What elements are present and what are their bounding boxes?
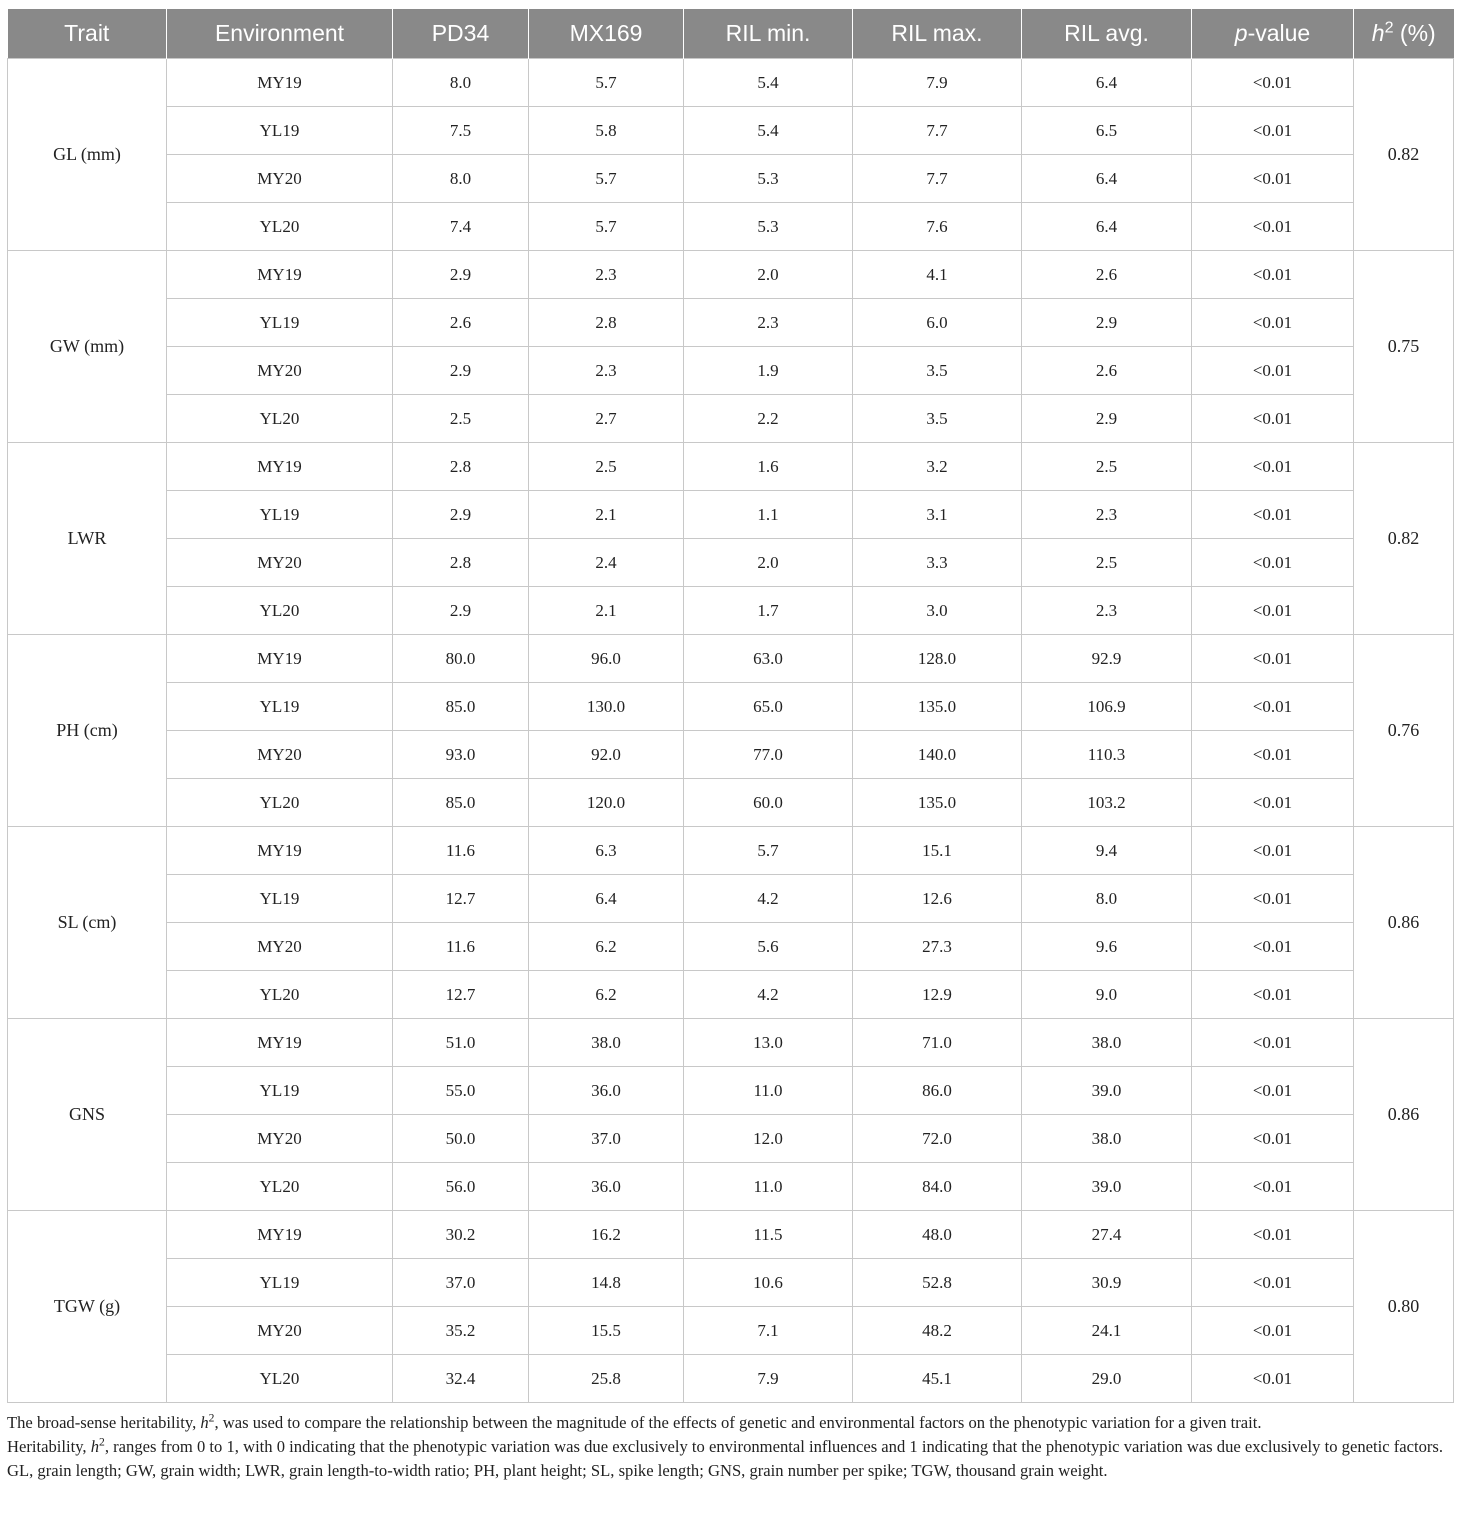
cell-trait: PH (cm) — [8, 635, 167, 827]
cell-mx169: 6.4 — [529, 875, 684, 923]
table-row — [8, 923, 1454, 971]
cell-trait: LWR — [8, 443, 167, 635]
cell-pd34: 11.6 — [393, 923, 529, 971]
cell-ril-min: 5.4 — [684, 59, 853, 107]
cell-ril-max: 3.5 — [853, 347, 1022, 395]
cell-mx169: 2.3 — [529, 347, 684, 395]
cell-p-value: <0.01 — [1192, 1019, 1354, 1067]
document — [7, 9, 1453, 1483]
cell-ril-avg: 24.1 — [1022, 1307, 1192, 1355]
cell-ril-max: 128.0 — [853, 635, 1022, 683]
cell-ril-min: 11.0 — [684, 1163, 853, 1211]
cell-ril-min: 5.4 — [684, 107, 853, 155]
cell-ril-min: 11.0 — [684, 1067, 853, 1115]
table-row — [8, 587, 1454, 635]
cell-ril-avg: 6.5 — [1022, 107, 1192, 155]
cell-mx169: 130.0 — [529, 683, 684, 731]
cell-ril-max: 6.0 — [853, 299, 1022, 347]
cell-pd34: 8.0 — [393, 155, 529, 203]
cell-mx169: 2.5 — [529, 443, 684, 491]
cell-mx169: 5.7 — [529, 155, 684, 203]
cell-ril-max: 3.1 — [853, 491, 1022, 539]
cell-pd34: 85.0 — [393, 779, 529, 827]
cell-pd34: 2.9 — [393, 491, 529, 539]
cell-environment: YL20 — [167, 395, 393, 443]
footnote1-text-b: , was used to compare the relationship between the magnitude of the effects of genetic and environmental factors on the phenotypic variation for a given trait. — [214, 1413, 1262, 1432]
table-row — [8, 251, 1454, 299]
cell-ril-avg: 2.6 — [1022, 251, 1192, 299]
header-ril-max: RIL max. — [853, 9, 1022, 59]
cell-mx169: 38.0 — [529, 1019, 684, 1067]
table-row — [8, 635, 1454, 683]
cell-ril-min: 4.2 — [684, 971, 853, 1019]
cell-p-value: <0.01 — [1192, 971, 1354, 1019]
cell-environment: MY20 — [167, 1115, 393, 1163]
cell-ril-max: 3.0 — [853, 587, 1022, 635]
cell-ril-avg: 2.3 — [1022, 491, 1192, 539]
cell-ril-max: 45.1 — [853, 1355, 1022, 1403]
cell-mx169: 92.0 — [529, 731, 684, 779]
table-row — [8, 1067, 1454, 1115]
cell-ril-max: 84.0 — [853, 1163, 1022, 1211]
cell-environment: YL19 — [167, 683, 393, 731]
cell-ril-avg: 38.0 — [1022, 1019, 1192, 1067]
cell-mx169: 6.2 — [529, 971, 684, 1019]
header-mx169: MX169 — [529, 9, 684, 59]
footnote1-sup: 2 — [208, 1411, 215, 1425]
header-ril-avg: RIL avg. — [1022, 9, 1192, 59]
cell-ril-max: 15.1 — [853, 827, 1022, 875]
cell-heritability: 0.82 — [1354, 59, 1454, 251]
cell-pd34: 2.6 — [393, 299, 529, 347]
cell-ril-max: 86.0 — [853, 1067, 1022, 1115]
footnote-heritability-definition — [7, 1411, 1453, 1435]
cell-mx169: 5.7 — [529, 59, 684, 107]
table-row — [8, 1211, 1454, 1259]
cell-ril-max: 3.2 — [853, 443, 1022, 491]
table-row — [8, 971, 1454, 1019]
table-row — [8, 779, 1454, 827]
cell-ril-min: 63.0 — [684, 635, 853, 683]
cell-p-value: <0.01 — [1192, 395, 1354, 443]
cell-ril-max: 71.0 — [853, 1019, 1022, 1067]
cell-pd34: 2.9 — [393, 251, 529, 299]
cell-p-value: <0.01 — [1192, 443, 1354, 491]
cell-ril-min: 5.3 — [684, 203, 853, 251]
table-row — [8, 1259, 1454, 1307]
cell-heritability: 0.76 — [1354, 635, 1454, 827]
cell-environment: MY20 — [167, 155, 393, 203]
cell-ril-min: 2.0 — [684, 251, 853, 299]
cell-p-value: <0.01 — [1192, 539, 1354, 587]
cell-mx169: 15.5 — [529, 1307, 684, 1355]
cell-mx169: 96.0 — [529, 635, 684, 683]
cell-environment: YL19 — [167, 875, 393, 923]
cell-ril-min: 2.2 — [684, 395, 853, 443]
footnote2-sup: 2 — [99, 1435, 105, 1449]
table-row — [8, 491, 1454, 539]
cell-p-value: <0.01 — [1192, 107, 1354, 155]
cell-ril-max: 135.0 — [853, 779, 1022, 827]
cell-pd34: 37.0 — [393, 1259, 529, 1307]
cell-environment: MY19 — [167, 443, 393, 491]
cell-pd34: 56.0 — [393, 1163, 529, 1211]
cell-mx169: 2.1 — [529, 491, 684, 539]
cell-ril-min: 13.0 — [684, 1019, 853, 1067]
cell-ril-avg: 2.5 — [1022, 539, 1192, 587]
cell-environment: YL19 — [167, 491, 393, 539]
cell-pd34: 55.0 — [393, 1067, 529, 1115]
cell-pd34: 2.9 — [393, 347, 529, 395]
cell-mx169: 36.0 — [529, 1163, 684, 1211]
cell-pd34: 85.0 — [393, 683, 529, 731]
cell-mx169: 6.2 — [529, 923, 684, 971]
cell-ril-max: 52.8 — [853, 1259, 1022, 1307]
cell-ril-min: 4.2 — [684, 875, 853, 923]
cell-ril-min: 60.0 — [684, 779, 853, 827]
cell-mx169: 2.8 — [529, 299, 684, 347]
cell-ril-avg: 110.3 — [1022, 731, 1192, 779]
cell-p-value: <0.01 — [1192, 299, 1354, 347]
cell-p-value: <0.01 — [1192, 1163, 1354, 1211]
cell-p-value: <0.01 — [1192, 491, 1354, 539]
table-row — [8, 299, 1454, 347]
footnote2-text-a: Heritability, — [7, 1437, 91, 1456]
cell-trait: GL (mm) — [8, 59, 167, 251]
cell-ril-min: 1.9 — [684, 347, 853, 395]
cell-environment: YL20 — [167, 587, 393, 635]
cell-ril-max: 48.0 — [853, 1211, 1022, 1259]
cell-environment: MY19 — [167, 1211, 393, 1259]
cell-ril-max: 12.6 — [853, 875, 1022, 923]
cell-ril-max: 140.0 — [853, 731, 1022, 779]
cell-p-value: <0.01 — [1192, 923, 1354, 971]
header-trait: Trait — [8, 9, 167, 59]
cell-ril-max: 72.0 — [853, 1115, 1022, 1163]
cell-environment: MY19 — [167, 1019, 393, 1067]
cell-ril-avg: 39.0 — [1022, 1067, 1192, 1115]
cell-p-value: <0.01 — [1192, 251, 1354, 299]
cell-pd34: 12.7 — [393, 971, 529, 1019]
cell-environment: YL20 — [167, 1355, 393, 1403]
cell-p-value: <0.01 — [1192, 683, 1354, 731]
table-row — [8, 59, 1454, 107]
header-pd34: PD34 — [393, 9, 529, 59]
cell-p-value: <0.01 — [1192, 875, 1354, 923]
cell-p-value: <0.01 — [1192, 203, 1354, 251]
cell-ril-min: 1.6 — [684, 443, 853, 491]
cell-heritability: 0.86 — [1354, 1019, 1454, 1211]
cell-environment: MY20 — [167, 1307, 393, 1355]
header-p-value — [1192, 9, 1354, 59]
header-row — [8, 9, 1454, 59]
cell-ril-max: 3.5 — [853, 395, 1022, 443]
cell-pd34: 2.8 — [393, 539, 529, 587]
cell-p-value: <0.01 — [1192, 635, 1354, 683]
cell-ril-max: 7.7 — [853, 107, 1022, 155]
cell-environment: YL20 — [167, 971, 393, 1019]
cell-ril-avg: 2.5 — [1022, 443, 1192, 491]
header-p-suffix: -value — [1247, 20, 1311, 46]
cell-pd34: 30.2 — [393, 1211, 529, 1259]
table-row — [8, 539, 1454, 587]
table-body — [8, 59, 1454, 1403]
cell-mx169: 37.0 — [529, 1115, 684, 1163]
footnote-abbreviations: GL, grain length; GW, grain width; LWR, grain length-to-width ratio; PH, plant height; SL, spike length; GNS, grain number per spike; TGW, thousand grain weight. — [7, 1461, 1108, 1480]
table-row — [8, 155, 1454, 203]
cell-mx169: 120.0 — [529, 779, 684, 827]
cell-ril-min: 2.0 — [684, 539, 853, 587]
cell-pd34: 7.4 — [393, 203, 529, 251]
cell-mx169: 36.0 — [529, 1067, 684, 1115]
cell-ril-avg: 2.6 — [1022, 347, 1192, 395]
cell-environment: MY20 — [167, 731, 393, 779]
cell-pd34: 12.7 — [393, 875, 529, 923]
cell-ril-avg: 2.3 — [1022, 587, 1192, 635]
cell-heritability: 0.86 — [1354, 827, 1454, 1019]
cell-pd34: 2.8 — [393, 443, 529, 491]
table-row — [8, 1307, 1454, 1355]
cell-environment: YL19 — [167, 107, 393, 155]
cell-ril-avg: 27.4 — [1022, 1211, 1192, 1259]
cell-ril-avg: 30.9 — [1022, 1259, 1192, 1307]
cell-mx169: 2.4 — [529, 539, 684, 587]
cell-environment: YL19 — [167, 299, 393, 347]
cell-ril-min: 65.0 — [684, 683, 853, 731]
cell-p-value: <0.01 — [1192, 1211, 1354, 1259]
cell-ril-avg: 2.9 — [1022, 299, 1192, 347]
cell-pd34: 2.9 — [393, 587, 529, 635]
cell-ril-max: 48.2 — [853, 1307, 1022, 1355]
cell-p-value: <0.01 — [1192, 587, 1354, 635]
cell-p-value: <0.01 — [1192, 1307, 1354, 1355]
table-row — [8, 1163, 1454, 1211]
cell-ril-avg: 103.2 — [1022, 779, 1192, 827]
table-row — [8, 443, 1454, 491]
header-p-italic: p — [1234, 20, 1248, 46]
cell-ril-avg: 106.9 — [1022, 683, 1192, 731]
table-row — [8, 107, 1454, 155]
header-environment: Environment — [167, 9, 393, 59]
cell-p-value: <0.01 — [1192, 347, 1354, 395]
cell-ril-min: 5.7 — [684, 827, 853, 875]
cell-ril-min: 7.9 — [684, 1355, 853, 1403]
header-ril-min: RIL min. — [684, 9, 853, 59]
cell-p-value: <0.01 — [1192, 1115, 1354, 1163]
cell-p-value: <0.01 — [1192, 1259, 1354, 1307]
cell-heritability: 0.80 — [1354, 1211, 1454, 1403]
cell-ril-max: 3.3 — [853, 539, 1022, 587]
cell-trait: GNS — [8, 1019, 167, 1211]
cell-mx169: 2.7 — [529, 395, 684, 443]
cell-environment: YL19 — [167, 1067, 393, 1115]
cell-environment: MY20 — [167, 539, 393, 587]
cell-trait: TGW (g) — [8, 1211, 167, 1403]
footnote1-text-a: The broad-sense heritability, — [7, 1413, 201, 1432]
table-row — [8, 827, 1454, 875]
cell-ril-avg: 92.9 — [1022, 635, 1192, 683]
cell-mx169: 25.8 — [529, 1355, 684, 1403]
cell-ril-min: 1.1 — [684, 491, 853, 539]
cell-ril-max: 4.1 — [853, 251, 1022, 299]
cell-ril-avg: 39.0 — [1022, 1163, 1192, 1211]
cell-ril-avg: 6.4 — [1022, 59, 1192, 107]
table-row — [8, 1019, 1454, 1067]
table-row — [8, 347, 1454, 395]
cell-ril-avg: 9.0 — [1022, 971, 1192, 1019]
table-row — [8, 395, 1454, 443]
trait-statistics-table — [7, 9, 1454, 1403]
cell-p-value: <0.01 — [1192, 731, 1354, 779]
cell-trait: SL (cm) — [8, 827, 167, 1019]
cell-heritability: 0.82 — [1354, 443, 1454, 635]
cell-ril-min: 12.0 — [684, 1115, 853, 1163]
cell-ril-avg: 9.6 — [1022, 923, 1192, 971]
cell-mx169: 6.3 — [529, 827, 684, 875]
cell-ril-min: 7.1 — [684, 1307, 853, 1355]
cell-ril-min: 5.6 — [684, 923, 853, 971]
table-row — [8, 875, 1454, 923]
cell-mx169: 14.8 — [529, 1259, 684, 1307]
cell-pd34: 8.0 — [393, 59, 529, 107]
cell-pd34: 35.2 — [393, 1307, 529, 1355]
cell-environment: MY20 — [167, 347, 393, 395]
cell-p-value: <0.01 — [1192, 1355, 1354, 1403]
cell-mx169: 5.8 — [529, 107, 684, 155]
cell-ril-avg: 38.0 — [1022, 1115, 1192, 1163]
cell-mx169: 16.2 — [529, 1211, 684, 1259]
cell-ril-avg: 9.4 — [1022, 827, 1192, 875]
table-row — [8, 203, 1454, 251]
footnote2-h: h — [90, 1437, 100, 1456]
cell-pd34: 50.0 — [393, 1115, 529, 1163]
footnote-heritability-range — [7, 1435, 1453, 1459]
cell-environment: MY19 — [167, 251, 393, 299]
table-header — [8, 9, 1454, 59]
cell-pd34: 80.0 — [393, 635, 529, 683]
cell-mx169: 2.3 — [529, 251, 684, 299]
cell-pd34: 11.6 — [393, 827, 529, 875]
cell-p-value: <0.01 — [1192, 155, 1354, 203]
table-footnotes — [7, 1411, 1453, 1483]
cell-mx169: 5.7 — [529, 203, 684, 251]
footnote1-h: h — [200, 1413, 209, 1432]
cell-mx169: 2.1 — [529, 587, 684, 635]
cell-ril-min: 5.3 — [684, 155, 853, 203]
cell-ril-min: 2.3 — [684, 299, 853, 347]
cell-ril-max: 27.3 — [853, 923, 1022, 971]
cell-environment: MY20 — [167, 923, 393, 971]
cell-heritability: 0.75 — [1354, 251, 1454, 443]
cell-trait: GW (mm) — [8, 251, 167, 443]
cell-ril-avg: 29.0 — [1022, 1355, 1192, 1403]
cell-pd34: 2.5 — [393, 395, 529, 443]
header-h2-base: h — [1371, 20, 1385, 46]
cell-ril-avg: 6.4 — [1022, 155, 1192, 203]
header-h2-sup: 2 — [1384, 18, 1394, 37]
cell-ril-min: 10.6 — [684, 1259, 853, 1307]
cell-environment: YL20 — [167, 1163, 393, 1211]
cell-p-value: <0.01 — [1192, 827, 1354, 875]
cell-environment: MY19 — [167, 59, 393, 107]
table-row — [8, 1355, 1454, 1403]
cell-environment: YL20 — [167, 203, 393, 251]
cell-environment: MY19 — [167, 635, 393, 683]
cell-ril-max: 7.7 — [853, 155, 1022, 203]
cell-pd34: 7.5 — [393, 107, 529, 155]
cell-pd34: 32.4 — [393, 1355, 529, 1403]
cell-ril-avg: 2.9 — [1022, 395, 1192, 443]
table-row — [8, 731, 1454, 779]
cell-ril-avg: 6.4 — [1022, 203, 1192, 251]
cell-ril-max: 7.9 — [853, 59, 1022, 107]
cell-environment: YL19 — [167, 1259, 393, 1307]
cell-ril-min: 1.7 — [684, 587, 853, 635]
cell-p-value: <0.01 — [1192, 779, 1354, 827]
cell-ril-max: 135.0 — [853, 683, 1022, 731]
table-row — [8, 683, 1454, 731]
cell-ril-max: 12.9 — [853, 971, 1022, 1019]
cell-ril-min: 11.5 — [684, 1211, 853, 1259]
cell-pd34: 51.0 — [393, 1019, 529, 1067]
cell-ril-max: 7.6 — [853, 203, 1022, 251]
header-heritability — [1354, 9, 1454, 59]
cell-ril-min: 77.0 — [684, 731, 853, 779]
footnote2-text-b: , ranges from 0 to 1, with 0 indicating that the phenotypic variation was due exclusively to environmental influences and 1 indicating that the phenotypic variation was due exclusively to genetic factors. — [104, 1437, 1444, 1456]
cell-p-value: <0.01 — [1192, 1067, 1354, 1115]
cell-pd34: 93.0 — [393, 731, 529, 779]
cell-ril-avg: 8.0 — [1022, 875, 1192, 923]
header-h2-unit: (%) — [1393, 20, 1436, 46]
cell-p-value: <0.01 — [1192, 59, 1354, 107]
table-row — [8, 1115, 1454, 1163]
cell-environment: YL20 — [167, 779, 393, 827]
cell-environment: MY19 — [167, 827, 393, 875]
